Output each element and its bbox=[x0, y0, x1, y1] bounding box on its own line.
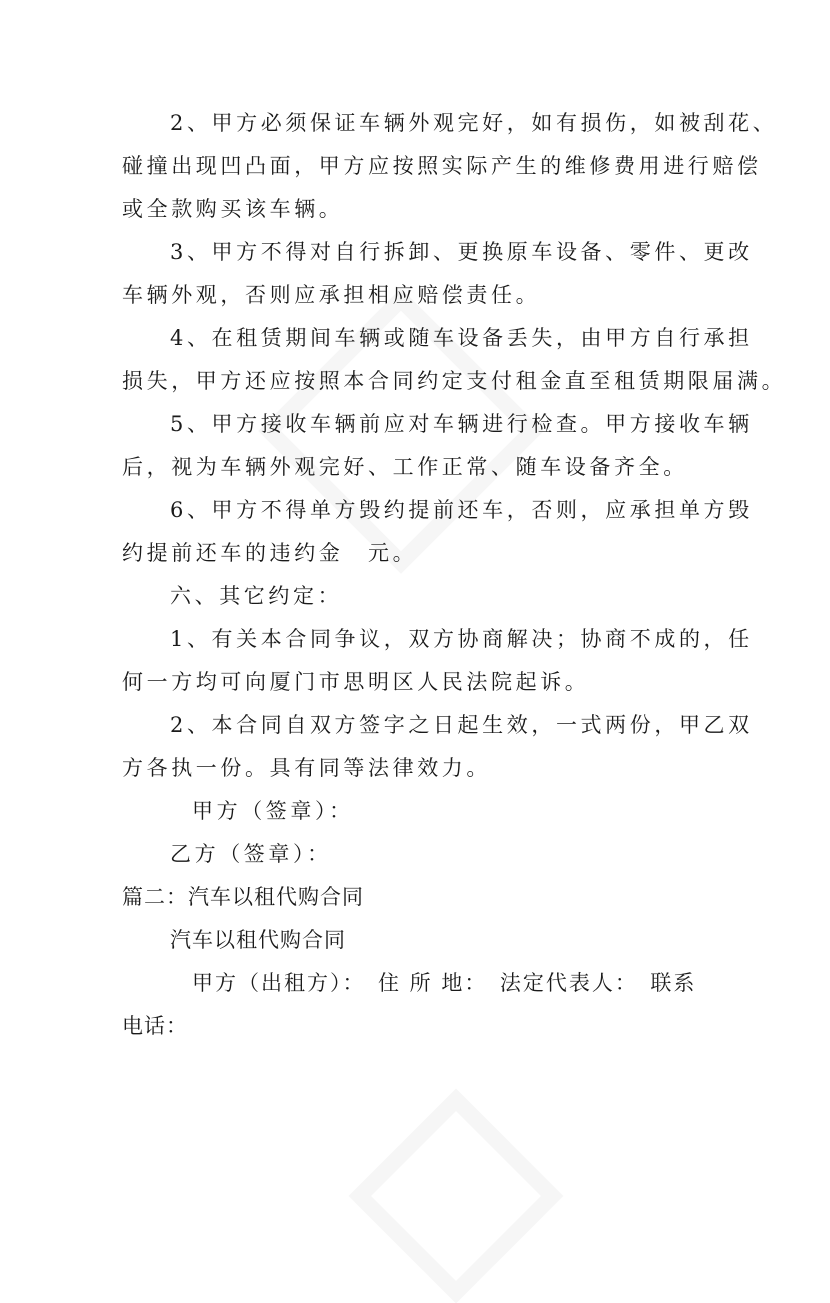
clause-5-line-1: 5、甲方接收车辆前应对车辆进行检查。甲方接收车辆 bbox=[170, 412, 753, 436]
party-a-info-line: 甲方（出租方）： 住 所 地： 法定代表人： 联系 bbox=[192, 971, 697, 995]
other-clause-2-line-2: 方各执一份。具有同等法律效力。 bbox=[122, 756, 491, 780]
clause-2-line-3: 或全款购买该车辆。 bbox=[122, 197, 344, 221]
clause-6-line-2: 约提前还车的违约金 元。 bbox=[122, 541, 418, 565]
contract-title: 汽车以租代购合同 bbox=[170, 928, 346, 952]
section-6-heading: 六、其它约定： bbox=[170, 584, 343, 608]
clause-5-line-2: 后，视为车辆外观完好、工作正常、随车设备齐全。 bbox=[122, 455, 688, 479]
phone-label: 电话： bbox=[122, 1014, 188, 1038]
clause-2-line-2: 碰撞出现凹凸面，甲方应按照实际产生的维修费用进行赔偿 bbox=[122, 154, 762, 178]
party-b-signature: 乙方（签章）： bbox=[170, 842, 332, 866]
clause-4-line-2: 损失，甲方还应按照本合同约定支付租金直至租赁期限届满。 bbox=[122, 369, 787, 393]
clause-2-line-1: 2、甲方必须保证车辆外观完好，如有损伤，如被刮花、 bbox=[170, 111, 778, 135]
clause-6-line-1: 6、甲方不得单方毁约提前还车，否则，应承担单方毁 bbox=[170, 498, 753, 522]
clause-3-line-1: 3、甲方不得对自行拆卸、更换原车设备、零件、更改 bbox=[170, 240, 753, 264]
other-clause-1-line-1: 1、有关本合同争议，双方协商解决；协商不成的，任 bbox=[170, 627, 753, 651]
other-clause-1-line-2: 何一方均可向厦门市思明区人民法院起诉。 bbox=[122, 670, 590, 694]
watermark-logo-bottom bbox=[349, 1089, 564, 1303]
other-clause-2-line-1: 2、本合同自双方签字之日起生效，一式两份，甲乙双 bbox=[170, 713, 753, 737]
clause-3-line-2: 车辆外观，否则应承担相应赔偿责任。 bbox=[122, 283, 541, 307]
part-two-heading: 篇二：汽车以租代购合同 bbox=[122, 885, 364, 909]
clause-4-line-1: 4、在租赁期间车辆或随车设备丢失，由甲方自行承担 bbox=[170, 326, 753, 350]
party-a-signature: 甲方（签章）： bbox=[192, 799, 354, 823]
